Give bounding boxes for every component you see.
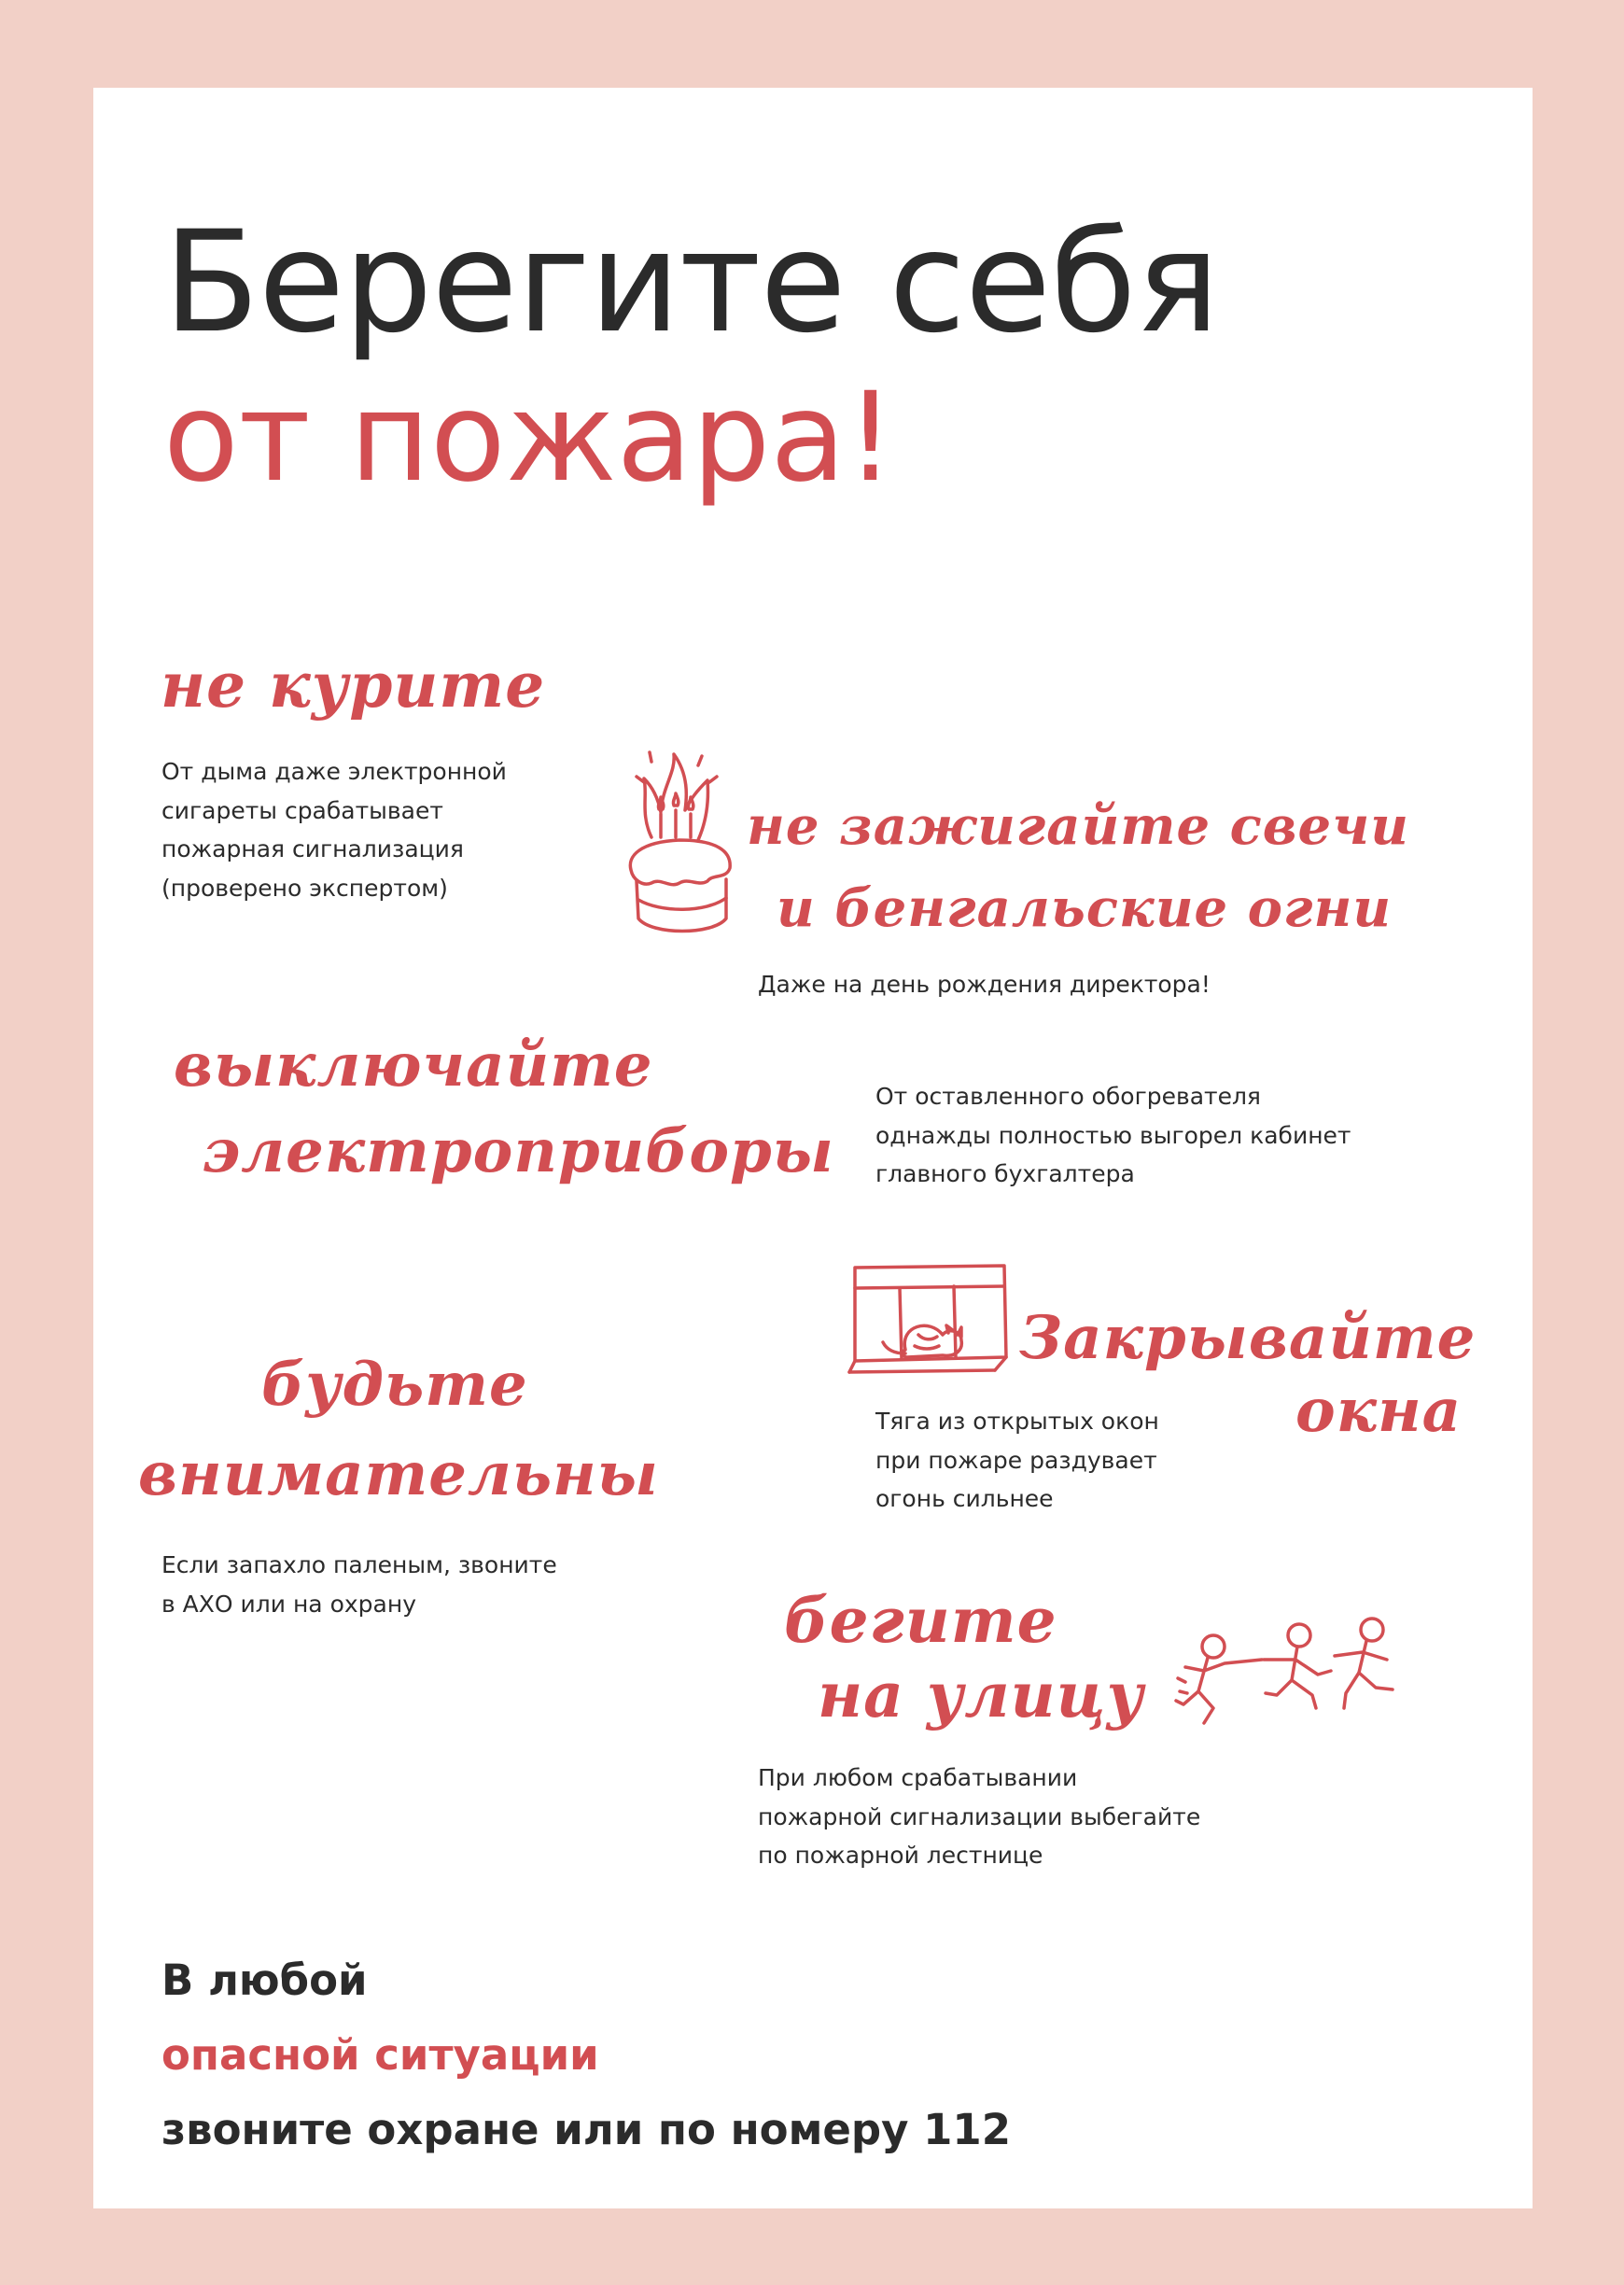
rule-no-candles-heading-line2: и бенгальские огни <box>777 877 1393 939</box>
footer-line2: опасной ситуации <box>161 2030 599 2080</box>
footer-line3: звоните охране или по номеру 112 <box>161 2105 1012 2154</box>
rule-attentive-heading-line1: будьте <box>261 1350 528 1420</box>
running-people-icon <box>1176 1619 1400 1731</box>
rule-windows-text: Тяга из открытых окон при пожаре раздувает огонь сильнее <box>875 1408 1159 1512</box>
window-with-cat-icon <box>846 1260 1014 1381</box>
footer-line1: В любой <box>161 1956 368 2005</box>
rule-run-outside-text: При любом срабатывании пожарной сигнализации выбегайте по пожарной лестнице <box>758 1764 1201 1869</box>
rule-appliances-heading-line1: выключайте <box>174 1030 653 1100</box>
rule-run-outside-heading-line2: на улицу <box>818 1659 1145 1731</box>
birthday-cake-icon <box>623 749 740 949</box>
rule-windows-heading-line2: окна <box>1295 1376 1463 1446</box>
poster-title-line2: от пожара! <box>163 366 896 510</box>
rule-windows-heading-line1: Закрывайте <box>1019 1303 1477 1373</box>
poster-sheet <box>93 88 1533 2208</box>
rule-run-outside-heading-line1: бегите <box>784 1584 1057 1657</box>
rule-appliances-heading-line2: электроприборы <box>202 1116 834 1186</box>
rule-no-candles-text: Даже на день рождения директора! <box>758 971 1211 998</box>
rule-no-candles-heading-line1: не зажигайте свечи <box>747 795 1409 857</box>
rule-appliances-text: От оставленного обогревателя однажды полностью выгорел кабинет главного бухгалтера <box>875 1083 1351 1187</box>
rule-attentive-heading-line2: внимательны <box>138 1439 659 1509</box>
rule-no-smoking-heading: не курите <box>161 649 546 722</box>
rule-attentive-text: Если запахло паленым, звоните в АХО или на охрану <box>161 1551 557 1618</box>
rule-no-smoking-text: От дыма даже электронной сигареты срабатывает пожарная сигнализация (проверено экспертом) <box>161 758 507 902</box>
poster-title-line1: Берегите себя <box>163 202 1219 364</box>
